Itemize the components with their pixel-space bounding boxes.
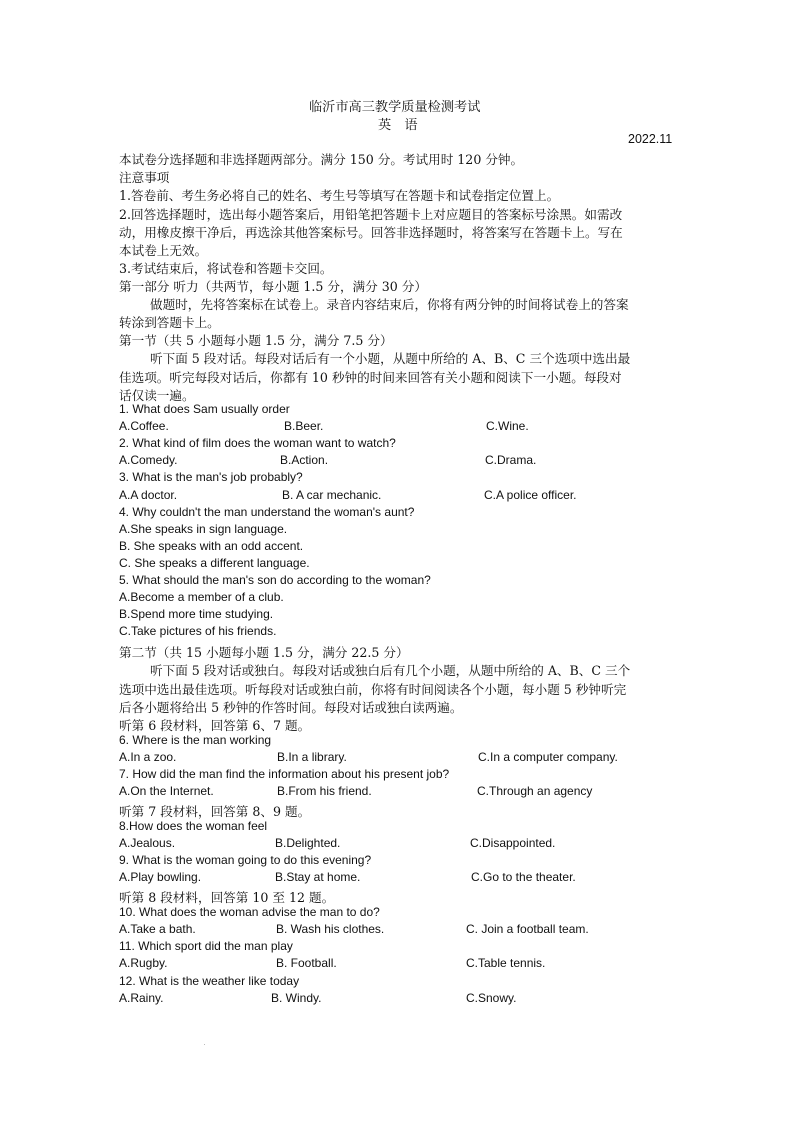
section1-title: 第一节（共 5 小题每小题 1.5 分，满分 7.5 分） <box>119 333 393 348</box>
section1-instruction-3: 话仅读一遍。 <box>119 388 195 403</box>
question-1-stem: 1. What does Sam usually order <box>119 402 290 416</box>
note-3: 3.考试结束后，将试卷和答题卡交回。 <box>119 261 333 276</box>
question-8-option-b: B.Delighted. <box>275 836 341 850</box>
question-8-option-a: A.Jealous. <box>119 836 176 850</box>
question-4-option-c: C. She speaks a different language. <box>119 556 310 570</box>
question-9-stem: 9. What is the woman going to do this evening? <box>119 853 372 867</box>
exam-date: 2022.11 <box>628 132 673 146</box>
section2-title: 第二节（共 15 小题每小题 1.5 分，满分 22.5 分） <box>119 645 409 660</box>
part1-title: 第一部分 听力（共两节，每小题 1.5 分，满分 30 分） <box>119 279 427 294</box>
material-8-header: 听第 8 段材料，回答第 10 至 12 题。 <box>119 890 335 905</box>
question-11-option-a: A.Rugby. <box>119 956 168 970</box>
question-9-option-b: B.Stay at home. <box>275 870 361 884</box>
question-8-option-c: C.Disappointed. <box>470 836 556 850</box>
question-1-option-c: C.Wine. <box>486 419 529 433</box>
question-10-option-b: B. Wash his clothes. <box>276 922 385 936</box>
question-7-stem: 7. How did the man find the information about his present job? <box>119 767 450 781</box>
question-5-stem: 5. What should the man's son do according to the woman? <box>119 573 431 587</box>
question-10-stem: 10. What does the woman advise the man to do? <box>119 905 380 919</box>
question-3-option-b: B. A car mechanic. <box>282 488 382 502</box>
question-2-stem: 2. What kind of film does the woman want to watch? <box>119 436 396 450</box>
section2-instruction-3: 后各小题将给出 5 秒钟的作答时间。每段对话或独白读两遍。 <box>119 700 463 715</box>
scan-speck <box>204 1044 205 1045</box>
question-1-option-a: A.Coffee. <box>119 419 169 433</box>
question-7-option-a: A.On the Internet. <box>119 784 214 798</box>
material-6-header: 听第 6 段材料，回答第 6、7 题。 <box>119 718 311 733</box>
section2-instruction-2: 选项中选出最佳选项。听每段对话或独白前，你将有时间阅读各个小题，每小题 5 秒钟听完 <box>119 682 627 697</box>
question-2-option-a: A.Comedy. <box>119 453 178 467</box>
question-6-option-a: A.In a zoo. <box>119 750 177 764</box>
question-4-option-b: B. She speaks with an odd accent. <box>119 539 304 553</box>
question-10-option-a: A.Take a bath. <box>119 922 196 936</box>
question-4-stem: 4. Why couldn't the man understand the woman's aunt? <box>119 505 415 519</box>
question-3-option-c: C.A police officer. <box>484 488 577 502</box>
question-10-option-c: C. Join a football team. <box>466 922 589 936</box>
question-2-option-c: C.Drama. <box>485 453 537 467</box>
section2-instruction-1: 听下面 5 段对话或独白。每段对话或独白后有几个小题，从题中所给的 A、B、C 三个 <box>150 663 631 678</box>
question-11-option-c: C.Table tennis. <box>466 956 546 970</box>
section1-instruction-2: 佳选项。听完每段对话后，你都有 10 秒钟的时间来回答有关小题和阅读下一小题。每段对 <box>119 370 622 385</box>
part1-instruction-2: 转涂到答题卡上。 <box>119 315 220 330</box>
question-12-option-b: B. Windy. <box>271 991 322 1005</box>
note-2-line-2: 动，用橡皮擦干净后，再选涂其他答案标号。回答非选择题时，将答案写在答题卡上。写在 <box>119 225 623 240</box>
exam-title: 临沂市高三教学质量检测考试 <box>309 100 481 115</box>
question-6-option-b: B.In a library. <box>277 750 347 764</box>
question-7-option-b: B.From his friend. <box>277 784 372 798</box>
question-9-option-a: A.Play bowling. <box>119 870 202 884</box>
question-5-option-a: A.Become a member of a club. <box>119 590 284 604</box>
intro-desc: 本试卷分选择题和非选择题两部分。满分 150 分。考试用时 120 分钟。 <box>119 152 524 167</box>
question-2-option-b: B.Action. <box>280 453 329 467</box>
note-2-line-1: 2.回答选择题时，选出每小题答案后，用铅笔把答题卡上对应题目的答案标号涂黑。如需改 <box>119 207 623 222</box>
question-4-option-a: A.She speaks in sign language. <box>119 522 288 536</box>
question-7-option-c: C.Through an agency <box>477 784 593 798</box>
question-5-option-b: B.Spend more time studying. <box>119 607 274 621</box>
question-11-option-b: B. Football. <box>276 956 337 970</box>
question-11-stem: 11. Which sport did the man play <box>119 939 293 953</box>
question-6-option-c: C.In a computer company. <box>478 750 618 764</box>
question-1-option-b: B.Beer. <box>284 419 324 433</box>
notes-title: 注意事项 <box>119 170 170 185</box>
question-12-option-a: A.Rainy. <box>119 991 164 1005</box>
exam-subject: 英 语 <box>378 118 418 133</box>
section1-instruction-1: 听下面 5 段对话。每段对话后有一个小题，从题中所给的 A、B、C 三个选项中选出最 <box>150 351 631 366</box>
material-7-header: 听第 7 段材料，回答第 8、9 题。 <box>119 804 311 819</box>
question-6-stem: 6. Where is the man working <box>119 733 272 747</box>
question-12-option-c: C.Snowy. <box>466 991 517 1005</box>
question-9-option-c: C.Go to the theater. <box>471 870 576 884</box>
question-5-option-c: C.Take pictures of his friends. <box>119 624 277 638</box>
note-2-line-3: 本试卷上无效。 <box>119 243 208 258</box>
note-1: 1.答卷前、考生务必将自己的姓名、考生号等填写在答题卡和试卷指定位置上。 <box>119 188 560 203</box>
question-3-option-a: A.A doctor. <box>119 488 178 502</box>
question-3-stem: 3. What is the man's job probably? <box>119 470 303 484</box>
part1-instruction-1: 做题时，先将答案标在试卷上。录音内容结束后，你将有两分钟的时间将试卷上的答案 <box>150 297 629 312</box>
question-12-stem: 12. What is the weather like today <box>119 974 300 988</box>
question-8-stem: 8.How does the woman feel <box>119 819 268 833</box>
